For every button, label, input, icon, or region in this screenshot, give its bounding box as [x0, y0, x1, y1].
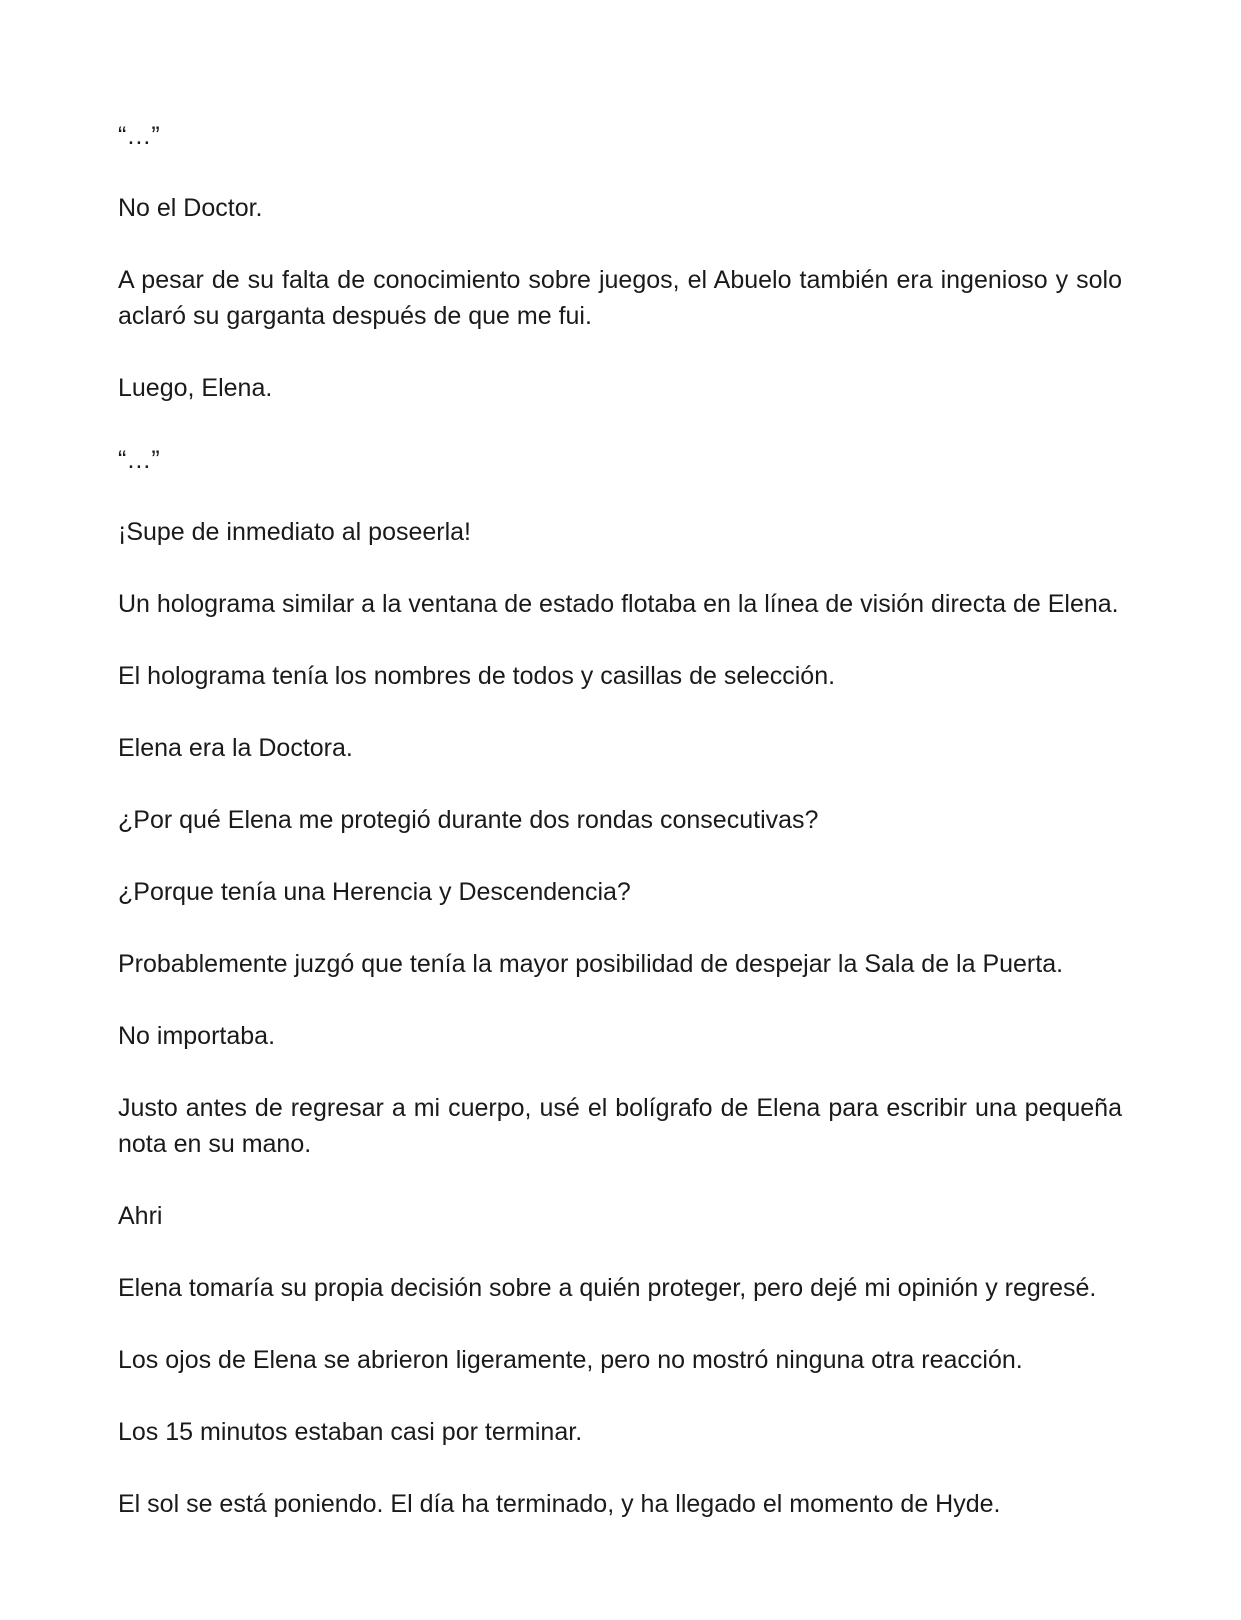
paragraph: Los 15 minutos estaban casi por terminar.	[118, 1418, 583, 1446]
paragraph: A pesar de su falta de conocimiento sobre juegos, el Abuelo también era ingenioso y solo aclaró su garganta después de que me fui.	[118, 266, 1122, 330]
paragraph: ¡Supe de inmediato al poseerla!	[118, 518, 472, 546]
paragraph: Ahri	[118, 1202, 163, 1230]
paragraph: ¿Porque tenía una Herencia y Descendencia?	[118, 878, 631, 906]
paragraph: “…”	[118, 122, 160, 150]
document-body	[118, 118, 1122, 1558]
paragraph: ¿Por qué Elena me protegió durante dos rondas consecutivas?	[118, 806, 819, 834]
paragraph: Un holograma similar a la ventana de estado flotaba en la línea de visión directa de Elena.	[118, 590, 1119, 618]
paragraph: Los ojos de Elena se abrieron ligeramente, pero no mostró ninguna otra reacción.	[118, 1346, 1023, 1374]
paragraph: Probablemente juzgó que tenía la mayor posibilidad de despejar la Sala de la Puerta.	[118, 950, 1064, 978]
paragraph: “…”	[118, 446, 160, 474]
paragraph: Elena era la Doctora.	[118, 734, 353, 762]
paragraph: Luego, Elena.	[118, 374, 273, 402]
paragraph: El sol se está poniendo. El día ha terminado, y ha llegado el momento de Hyde.	[118, 1490, 1001, 1518]
paragraph: No importaba.	[118, 1022, 276, 1050]
paragraph: Justo antes de regresar a mi cuerpo, usé el bolígrafo de Elena para escribir una pequeña nota en su mano.	[118, 1094, 1122, 1158]
paragraph: El holograma tenía los nombres de todos y casillas de selección.	[118, 662, 836, 690]
paragraph: No el Doctor.	[118, 194, 263, 222]
paragraph: Elena tomaría su propia decisión sobre a quién proteger, pero dejé mi opinión y regresé.	[118, 1274, 1097, 1302]
